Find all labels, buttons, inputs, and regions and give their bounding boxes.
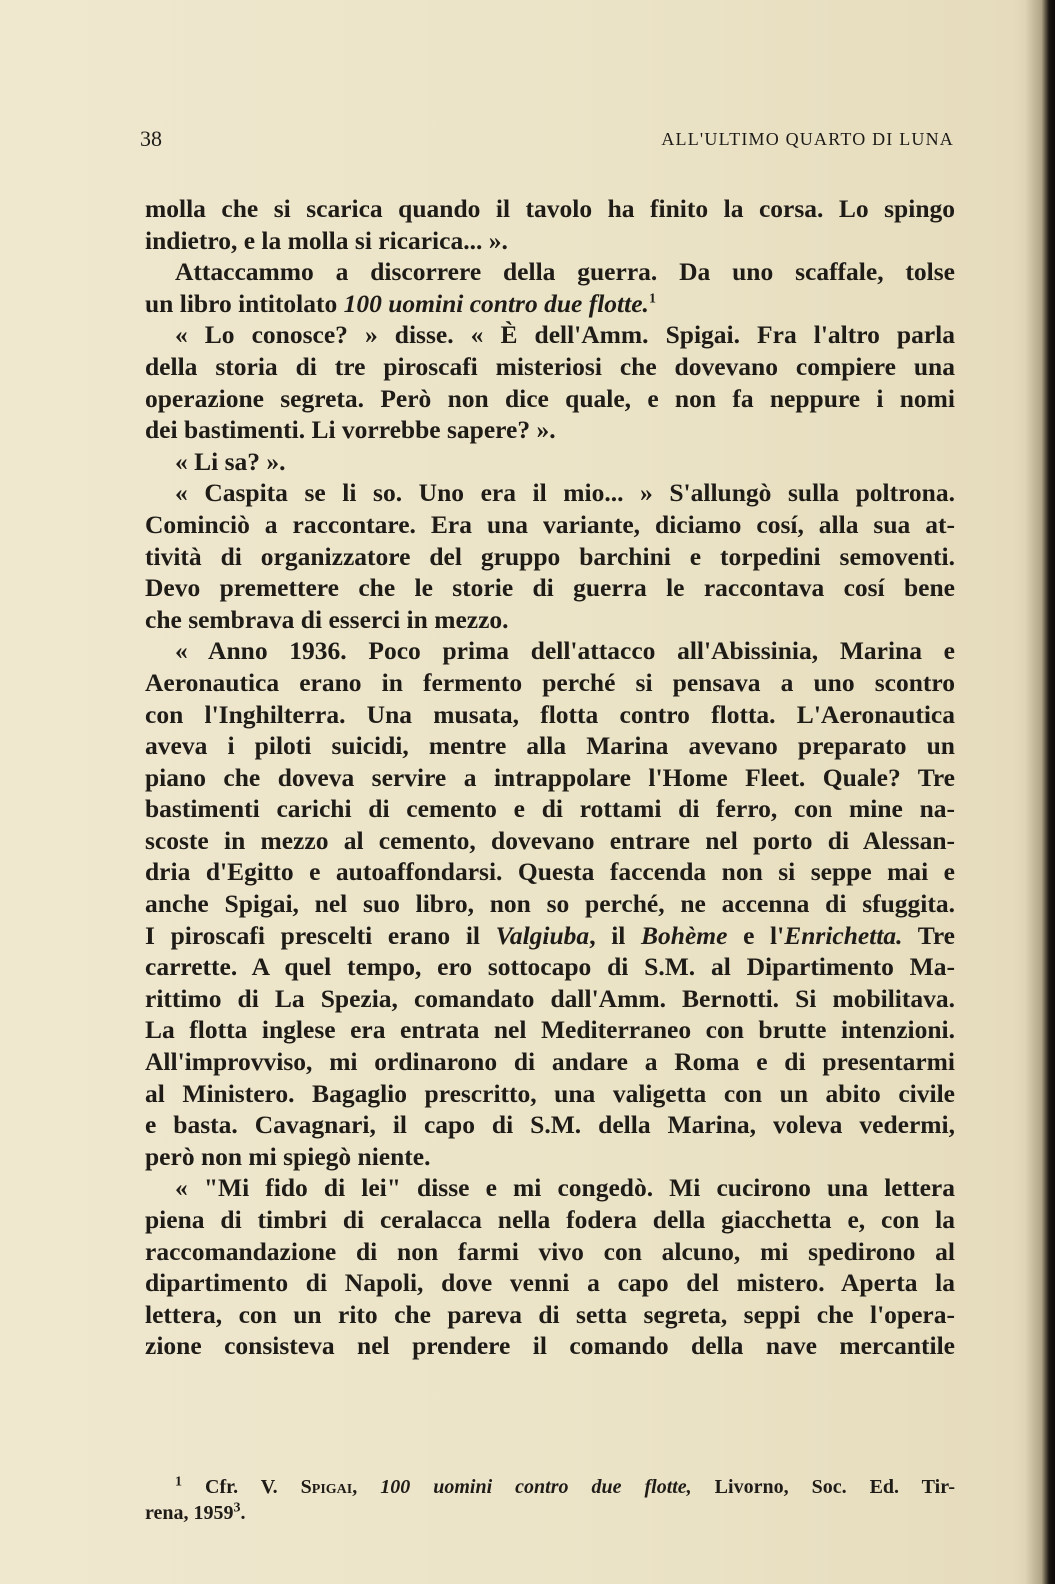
text-span: . — [240, 1502, 246, 1524]
text-line: All'improvviso, mi ordinarono di andare a Roma e di presentarmi — [145, 1047, 955, 1077]
ship-name: Enrichetta. — [784, 920, 903, 950]
text-line: La flotta inglese era entrata nel Mediterraneo con brutte intenzioni. — [145, 1015, 955, 1045]
text-span: e l' — [727, 920, 785, 950]
text-line: Attaccammo a discorrere della guerra. Da uno scaffale, tolse — [175, 257, 955, 287]
book-title: 100 uomini contro due flotte, — [380, 1476, 692, 1498]
text-span: un libro intitolato — [145, 288, 344, 318]
ship-name: Bohème — [641, 920, 728, 950]
text-line: piena di timbri di ceralacca nella fodera della giacchetta e, con la — [145, 1205, 955, 1234]
footnote-line — [145, 1500, 955, 1526]
text-line: e basta. Cavagnari, il capo di S.M. della Marina, voleva vedermi, — [145, 1110, 955, 1140]
page-header — [140, 126, 960, 156]
author-name: Spigai — [300, 1476, 353, 1498]
text-span: , — [352, 1476, 381, 1498]
text-line: « Li sa? ». — [175, 446, 286, 476]
text-line: zione consisteva nel prendere il comando della nave mercantile — [145, 1331, 955, 1361]
text-line: dei bastimenti. Li vorrebbe sapere? ». — [145, 415, 556, 445]
text-line: dipartimento di Napoli, dove venni a capo del mistero. Aperta la — [145, 1268, 955, 1298]
text-span: I piroscafi prescelti erano il — [145, 920, 496, 950]
text-line: scoste in mezzo al cemento, dovevano entrare nel porto di Alessan- — [145, 825, 955, 855]
text-line: « Caspita se li so. Uno era il mio... » S'allungò sulla poltrona. — [175, 478, 955, 508]
text-span: rena, 1959 — [145, 1502, 234, 1524]
text-line: tività di organizzatore del gruppo barchini e torpedini semoventi. — [145, 541, 955, 571]
text-line: operazione segreta. Però non dice quale, e non fa neppure i nomi — [145, 383, 955, 413]
text-line: carrette. A quel tempo, ero sottocapo di S.M. al Dipartimento Ma- — [145, 952, 955, 982]
text-line — [145, 288, 955, 320]
text-line: « Lo conosce? » disse. « È dell'Amm. Spigai. Fra l'altro parla — [175, 320, 955, 350]
footnote — [145, 1474, 955, 1526]
text-line: Devo premettere che le storie di guerra le raccontava cosí bene — [145, 573, 955, 603]
text-span: , il — [589, 920, 642, 950]
text-span: Tre — [902, 920, 956, 950]
text-line: piano che doveva servire a intrappolare l'Home Fleet. Quale? Tre — [145, 762, 955, 792]
page-number: 38 — [140, 126, 162, 151]
footnote-ref: 1 — [648, 291, 656, 307]
text-line: però non mi spiegò niente. — [145, 1141, 431, 1171]
text-line: rittimo di La Spezia, comandato dall'Amm. Bernotti. Si mobilitava. — [145, 983, 955, 1013]
body-text — [145, 193, 955, 1362]
text-line: « Anno 1936. Poco prima dell'attacco all'Abissinia, Marina e — [175, 636, 955, 666]
text-line: al Ministero. Bagaglio prescritto, una valigetta con un abito civile — [145, 1078, 955, 1108]
text-line: lettera, con un rito che pareva di setta segreta, seppi che l'opera- — [145, 1299, 955, 1329]
edition-marker: 3 — [233, 1500, 241, 1516]
text-line: bastimenti carichi di cemento e di rottami di ferro, con mine na- — [145, 794, 955, 824]
text-line: con l'Inghilterra. Una musata, flotta contro flotta. L'Aeronautica — [145, 699, 955, 729]
running-head: ALL'ULTIMO QUARTO DI LUNA — [661, 129, 954, 149]
text-line: dria d'Egitto e autoaffondarsi. Questa faccenda non si seppe mai e — [145, 857, 955, 887]
text-line: della storia di tre piroscafi misteriosi che dovevano compiere una — [145, 351, 955, 381]
footnote-marker: 1 — [175, 1474, 182, 1490]
text-line: che sembrava di esserci in mezzo. — [145, 604, 509, 634]
text-line: Cominciò a raccontare. Era una variante, diciamo cosí, alla sua at- — [145, 509, 955, 539]
text-span: Cfr. V. — [205, 1476, 301, 1498]
text-line: aveva i piloti suicidi, mentre alla Marina avevano preparato un — [145, 731, 955, 761]
text-line: anche Spigai, nel suo libro, non so perché, ne accenna di sfuggita. — [145, 889, 955, 919]
page-edge-shadow — [1025, 0, 1055, 1584]
text-span: Livorno, Soc. Ed. Tir- — [691, 1476, 956, 1498]
book-title: 100 uomini contro due flotte. — [343, 288, 649, 318]
ship-name: Valgiuba — [495, 920, 590, 950]
text-line: molla che si scarica quando il tavolo ha finito la corsa. Lo spingo — [145, 194, 955, 223]
footnote-line — [145, 1474, 955, 1500]
text-line: indietro, e la molla si ricarica... ». — [145, 225, 508, 255]
text-line: Aeronautica erano in fermento perché si pensava a uno scontro — [145, 667, 955, 697]
text-line: raccomandazione di non farmi vivo con alcuno, mi spedirono al — [145, 1236, 955, 1266]
text-line — [145, 920, 955, 952]
text-line: « "Mi fido di lei" disse e mi congedò. Mi cucirono una lettera — [175, 1173, 955, 1203]
